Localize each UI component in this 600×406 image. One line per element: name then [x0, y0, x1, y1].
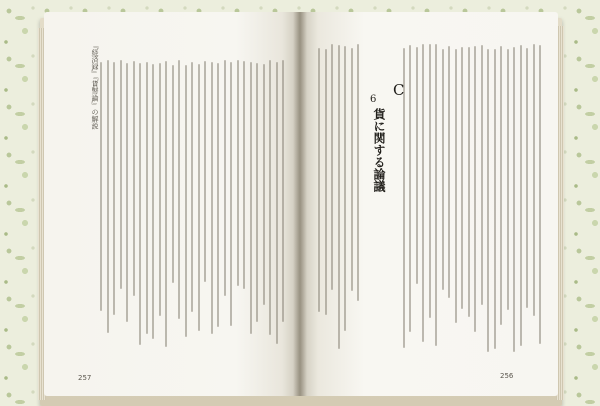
text-column-stroke	[211, 62, 213, 334]
text-column-stroke	[237, 60, 239, 286]
text-column-stroke	[409, 45, 411, 332]
text-column-stroke	[217, 63, 219, 327]
text-column-stroke	[318, 48, 320, 312]
text-column-stroke	[126, 63, 128, 322]
text-column-stroke	[442, 49, 444, 290]
text-column-stroke	[526, 48, 528, 308]
left-folio: 257	[78, 374, 92, 382]
text-column-stroke	[100, 62, 102, 311]
text-column-stroke	[357, 44, 359, 301]
text-column-stroke	[139, 63, 141, 345]
text-column-stroke	[282, 60, 284, 322]
text-column-stroke	[159, 63, 161, 316]
text-column-stroke	[191, 62, 193, 312]
text-column-stroke	[422, 44, 424, 342]
text-column-stroke	[533, 44, 535, 316]
chapter-number: 6	[370, 94, 377, 105]
text-column-stroke	[165, 61, 167, 347]
text-column-stroke	[152, 64, 154, 339]
right-folio: 256	[500, 372, 514, 380]
text-column-stroke	[429, 44, 431, 318]
text-column-stroke	[416, 47, 418, 284]
text-column-stroke	[539, 45, 541, 344]
text-column-stroke	[146, 62, 148, 334]
text-column-stroke	[250, 62, 252, 334]
text-column-stroke	[178, 60, 180, 319]
text-column-stroke	[344, 46, 346, 331]
section-letter: C	[393, 81, 405, 99]
text-column-stroke	[507, 49, 509, 310]
section-title: 貨に関する論議	[372, 108, 386, 192]
text-column-stroke	[461, 47, 463, 309]
text-column-stroke	[481, 45, 483, 305]
text-column-stroke	[185, 65, 187, 337]
text-column-stroke	[269, 60, 271, 335]
text-column-stroke	[172, 65, 174, 283]
text-column-stroke	[276, 62, 278, 344]
text-column-stroke	[256, 63, 258, 322]
text-column-stroke	[204, 61, 206, 282]
text-column-stroke	[338, 45, 340, 349]
text-column-stroke	[113, 62, 115, 315]
text-column-stroke	[468, 47, 470, 317]
text-column-stroke	[107, 60, 109, 333]
text-column-stroke	[494, 49, 496, 349]
book-gutter	[293, 12, 307, 396]
text-column-stroke	[198, 64, 200, 331]
text-column-stroke	[263, 64, 265, 305]
text-column-stroke	[243, 61, 245, 289]
text-column-stroke	[513, 47, 515, 352]
text-column-stroke	[520, 45, 522, 346]
text-column-stroke	[133, 61, 135, 296]
text-column-stroke	[230, 62, 232, 326]
text-column-stroke	[474, 46, 476, 332]
text-column-stroke	[455, 49, 457, 323]
text-column-stroke	[331, 44, 333, 290]
text-column-stroke	[435, 44, 437, 346]
text-column-stroke	[500, 46, 502, 325]
text-column-stroke	[120, 60, 122, 289]
text-column-stroke	[224, 60, 226, 296]
text-column-stroke	[351, 48, 353, 291]
text-column-stroke	[487, 49, 489, 352]
text-column-stroke	[325, 49, 327, 315]
text-column-stroke	[448, 46, 450, 298]
left-running-head: 『経済録』『貨幣論』の解説	[91, 42, 99, 130]
